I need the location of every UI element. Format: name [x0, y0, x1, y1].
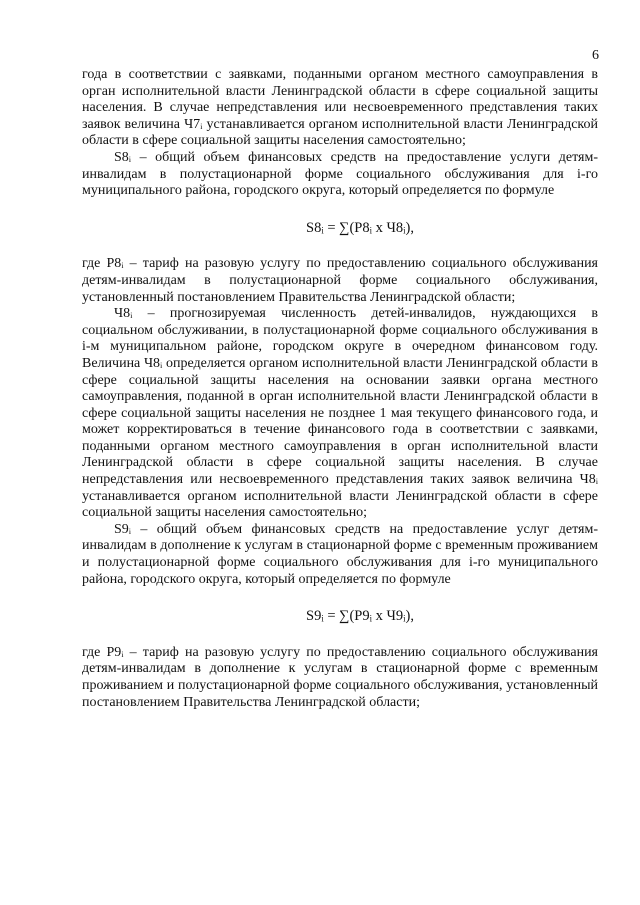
paragraph-p8-definition: где Р8ᵢ – тариф на разовую услугу по предоставлению социального обслуживания детям-инвалидам в полустационарной форме социального обслуживания, установленный постановлением Правительства Ленинградской области; — [82, 256, 598, 305]
paragraph-s8-definition: S8ᵢ – общий объем финансовых средств на предоставление услуги детям-инвалидам в полустационарной форме социального обслуживания для i-го муниципального района, городского округа, который определяется по формуле — [82, 149, 598, 199]
page-number: 6 — [592, 48, 599, 63]
paragraph-s9-definition: S9ᵢ – общий объем финансовых средств на предоставление услуг детям-инвалидам в дополнение к услугам в стационарной форме с временным проживанием и полустационарной форме социального обслуживания для i-го муниципального района, городского округа, который определяется по формуле — [82, 521, 598, 587]
formula-s9: S9ᵢ = ∑(Р9ᵢ х Ч9ᵢ), — [306, 608, 414, 625]
formula-s8: S8ᵢ = ∑(Р8ᵢ х Ч8ᵢ), — [306, 219, 414, 236]
paragraph-p9-definition: где Р9ᵢ – тариф на разовую услугу по предоставлению социального обслуживания детям-инвалидам в дополнение к услугам в стационарной форме с временным проживанием и полустационарной форме социального обслуживания, установленный постановлением Правительства Ленинградской области; — [82, 644, 598, 710]
paragraph-ch8-definition: Ч8ᵢ – прогнозируемая численность детей-инвалидов, нуждающихся в социальном обслуживании, в полустационарной форме социального обслуживания в i-м муниципальном районе, городском округе в очередном финансовом году. Величина Ч8ᵢ определяется органом исполнительной власти Ленинградской области в сфере социальной защиты населения на основании заявки органа местного самоуправления, поданной в орган исполнительной власти Ленинградской области в сфере социальной защиты населения не позднее 1 мая текущего финансового года, и может корректироваться в течение финансового года в соответствии с заявками, поданными органом местного самоуправления в орган исполнительной власти Ленинградской области в сфере социальной защиты населения. В случае непредставления или несвоевременного представления таких заявок величина Ч8ᵢ устанавливается органом исполнительной власти Ленинградской области в сфере социальной защиты населения самостоятельно; — [82, 306, 598, 521]
document-body — [82, 67, 598, 711]
paragraph-ch7-continuation: года в соответствии с заявками, поданными органом местного самоуправления в орган исполнительной власти Ленинградской области в сфере социальной защиты населения. В случае непредставления или несвоевременного представления таких заявок величина Ч7ᵢ устанавливается органом исполнительной власти Ленинградской области в сфере социальной защиты населения самостоятельно; — [82, 67, 598, 149]
